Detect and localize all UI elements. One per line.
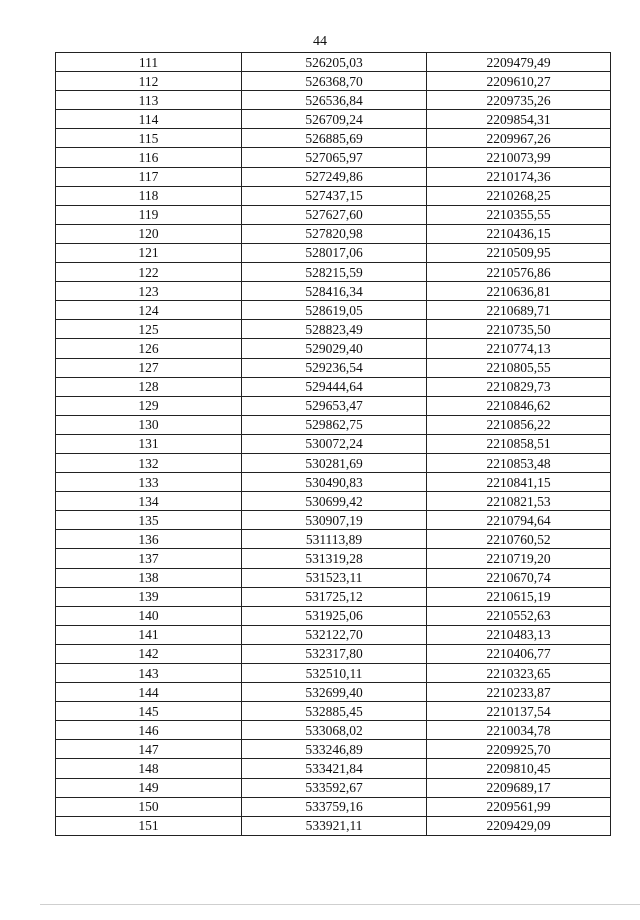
x-coordinate-cell: 527249,86 bbox=[242, 167, 427, 186]
coordinates-table-body bbox=[56, 53, 611, 836]
table-row bbox=[56, 587, 611, 606]
table-row bbox=[56, 644, 611, 663]
point-number-cell: 125 bbox=[56, 320, 242, 339]
point-number-cell: 115 bbox=[56, 129, 242, 148]
table-row bbox=[56, 377, 611, 396]
table-row bbox=[56, 778, 611, 797]
table-row bbox=[56, 434, 611, 453]
x-coordinate-cell: 526205,03 bbox=[242, 53, 427, 72]
table-row bbox=[56, 301, 611, 320]
x-coordinate-cell: 531725,12 bbox=[242, 587, 427, 606]
y-coordinate-cell: 2210853,48 bbox=[427, 453, 611, 472]
point-number-cell: 126 bbox=[56, 339, 242, 358]
x-coordinate-cell: 533759,16 bbox=[242, 797, 427, 816]
point-number-cell: 133 bbox=[56, 473, 242, 492]
x-coordinate-cell: 531113,89 bbox=[242, 530, 427, 549]
y-coordinate-cell: 2209689,17 bbox=[427, 778, 611, 797]
x-coordinate-cell: 527820,98 bbox=[242, 224, 427, 243]
page-bottom-edge bbox=[40, 904, 640, 905]
point-number-cell: 147 bbox=[56, 740, 242, 759]
y-coordinate-cell: 2210615,19 bbox=[427, 587, 611, 606]
x-coordinate-cell: 532317,80 bbox=[242, 644, 427, 663]
x-coordinate-cell: 527627,60 bbox=[242, 205, 427, 224]
y-coordinate-cell: 2210821,53 bbox=[427, 492, 611, 511]
x-coordinate-cell: 529236,54 bbox=[242, 358, 427, 377]
x-coordinate-cell: 526368,70 bbox=[242, 72, 427, 91]
y-coordinate-cell: 2210735,50 bbox=[427, 320, 611, 339]
x-coordinate-cell: 533592,67 bbox=[242, 778, 427, 797]
x-coordinate-cell: 529862,75 bbox=[242, 415, 427, 434]
point-number-cell: 118 bbox=[56, 186, 242, 205]
point-number-cell: 121 bbox=[56, 243, 242, 262]
point-number-cell: 127 bbox=[56, 358, 242, 377]
x-coordinate-cell: 528215,59 bbox=[242, 263, 427, 282]
point-number-cell: 145 bbox=[56, 702, 242, 721]
point-number-cell: 146 bbox=[56, 721, 242, 740]
table-row bbox=[56, 453, 611, 472]
table-row bbox=[56, 263, 611, 282]
point-number-cell: 114 bbox=[56, 110, 242, 129]
table-row bbox=[56, 664, 611, 683]
point-number-cell: 139 bbox=[56, 587, 242, 606]
y-coordinate-cell: 2209479,49 bbox=[427, 53, 611, 72]
y-coordinate-cell: 2209610,27 bbox=[427, 72, 611, 91]
point-number-cell: 122 bbox=[56, 263, 242, 282]
y-coordinate-cell: 2210636,81 bbox=[427, 282, 611, 301]
table-row bbox=[56, 759, 611, 778]
y-coordinate-cell: 2210552,63 bbox=[427, 606, 611, 625]
table-row bbox=[56, 339, 611, 358]
point-number-cell: 128 bbox=[56, 377, 242, 396]
x-coordinate-cell: 529029,40 bbox=[242, 339, 427, 358]
y-coordinate-cell: 2210760,52 bbox=[427, 530, 611, 549]
x-coordinate-cell: 530907,19 bbox=[242, 511, 427, 530]
x-coordinate-cell: 533246,89 bbox=[242, 740, 427, 759]
x-coordinate-cell: 530490,83 bbox=[242, 473, 427, 492]
point-number-cell: 150 bbox=[56, 797, 242, 816]
y-coordinate-cell: 2210841,15 bbox=[427, 473, 611, 492]
table-row bbox=[56, 358, 611, 377]
x-coordinate-cell: 533921,11 bbox=[242, 816, 427, 835]
table-row bbox=[56, 224, 611, 243]
y-coordinate-cell: 2210670,74 bbox=[427, 568, 611, 587]
x-coordinate-cell: 526885,69 bbox=[242, 129, 427, 148]
x-coordinate-cell: 532510,11 bbox=[242, 664, 427, 683]
table-row bbox=[56, 282, 611, 301]
table-row bbox=[56, 683, 611, 702]
x-coordinate-cell: 530281,69 bbox=[242, 453, 427, 472]
y-coordinate-cell: 2209735,26 bbox=[427, 91, 611, 110]
point-number-cell: 129 bbox=[56, 396, 242, 415]
y-coordinate-cell: 2210233,87 bbox=[427, 683, 611, 702]
y-coordinate-cell: 2210436,15 bbox=[427, 224, 611, 243]
x-coordinate-cell: 531925,06 bbox=[242, 606, 427, 625]
point-number-cell: 120 bbox=[56, 224, 242, 243]
table-row bbox=[56, 110, 611, 129]
table-row bbox=[56, 167, 611, 186]
table-row bbox=[56, 91, 611, 110]
y-coordinate-cell: 2210846,62 bbox=[427, 396, 611, 415]
y-coordinate-cell: 2210856,22 bbox=[427, 415, 611, 434]
y-coordinate-cell: 2210406,77 bbox=[427, 644, 611, 663]
y-coordinate-cell: 2210829,73 bbox=[427, 377, 611, 396]
point-number-cell: 132 bbox=[56, 453, 242, 472]
point-number-cell: 130 bbox=[56, 415, 242, 434]
x-coordinate-cell: 531523,11 bbox=[242, 568, 427, 587]
x-coordinate-cell: 532122,70 bbox=[242, 625, 427, 644]
y-coordinate-cell: 2210719,20 bbox=[427, 549, 611, 568]
point-number-cell: 131 bbox=[56, 434, 242, 453]
x-coordinate-cell: 531319,28 bbox=[242, 549, 427, 568]
table-row bbox=[56, 702, 611, 721]
table-row bbox=[56, 740, 611, 759]
point-number-cell: 149 bbox=[56, 778, 242, 797]
point-number-cell: 142 bbox=[56, 644, 242, 663]
x-coordinate-cell: 533068,02 bbox=[242, 721, 427, 740]
point-number-cell: 135 bbox=[56, 511, 242, 530]
x-coordinate-cell: 532699,40 bbox=[242, 683, 427, 702]
coordinates-table bbox=[55, 52, 611, 836]
table-row bbox=[56, 511, 611, 530]
table-row bbox=[56, 568, 611, 587]
x-coordinate-cell: 530072,24 bbox=[242, 434, 427, 453]
table-row bbox=[56, 797, 611, 816]
point-number-cell: 138 bbox=[56, 568, 242, 587]
x-coordinate-cell: 528823,49 bbox=[242, 320, 427, 339]
point-number-cell: 119 bbox=[56, 205, 242, 224]
y-coordinate-cell: 2210483,13 bbox=[427, 625, 611, 644]
y-coordinate-cell: 2210805,55 bbox=[427, 358, 611, 377]
point-number-cell: 136 bbox=[56, 530, 242, 549]
y-coordinate-cell: 2210073,99 bbox=[427, 148, 611, 167]
x-coordinate-cell: 527065,97 bbox=[242, 148, 427, 167]
table-row bbox=[56, 549, 611, 568]
x-coordinate-cell: 526536,84 bbox=[242, 91, 427, 110]
y-coordinate-cell: 2209429,09 bbox=[427, 816, 611, 835]
point-number-cell: 123 bbox=[56, 282, 242, 301]
point-number-cell: 143 bbox=[56, 664, 242, 683]
x-coordinate-cell: 533421,84 bbox=[242, 759, 427, 778]
x-coordinate-cell: 532885,45 bbox=[242, 702, 427, 721]
y-coordinate-cell: 2210034,78 bbox=[427, 721, 611, 740]
table-row bbox=[56, 148, 611, 167]
point-number-cell: 124 bbox=[56, 301, 242, 320]
table-row bbox=[56, 492, 611, 511]
y-coordinate-cell: 2210174,36 bbox=[427, 167, 611, 186]
y-coordinate-cell: 2210858,51 bbox=[427, 434, 611, 453]
y-coordinate-cell: 2210355,55 bbox=[427, 205, 611, 224]
table-row bbox=[56, 396, 611, 415]
point-number-cell: 144 bbox=[56, 683, 242, 702]
table-row bbox=[56, 53, 611, 72]
y-coordinate-cell: 2209967,26 bbox=[427, 129, 611, 148]
page-number: 44 bbox=[313, 34, 327, 49]
x-coordinate-cell: 530699,42 bbox=[242, 492, 427, 511]
table-row bbox=[56, 243, 611, 262]
table-row bbox=[56, 320, 611, 339]
x-coordinate-cell: 527437,15 bbox=[242, 186, 427, 205]
x-coordinate-cell: 528619,05 bbox=[242, 301, 427, 320]
table-row bbox=[56, 625, 611, 644]
table-row bbox=[56, 530, 611, 549]
x-coordinate-cell: 529653,47 bbox=[242, 396, 427, 415]
y-coordinate-cell: 2209854,31 bbox=[427, 110, 611, 129]
point-number-cell: 141 bbox=[56, 625, 242, 644]
point-number-cell: 112 bbox=[56, 72, 242, 91]
table-row bbox=[56, 415, 611, 434]
point-number-cell: 140 bbox=[56, 606, 242, 625]
y-coordinate-cell: 2210268,25 bbox=[427, 186, 611, 205]
point-number-cell: 116 bbox=[56, 148, 242, 167]
point-number-cell: 113 bbox=[56, 91, 242, 110]
y-coordinate-cell: 2209561,99 bbox=[427, 797, 611, 816]
y-coordinate-cell: 2210689,71 bbox=[427, 301, 611, 320]
x-coordinate-cell: 528416,34 bbox=[242, 282, 427, 301]
y-coordinate-cell: 2210774,13 bbox=[427, 339, 611, 358]
table-row bbox=[56, 721, 611, 740]
point-number-cell: 137 bbox=[56, 549, 242, 568]
y-coordinate-cell: 2210137,54 bbox=[427, 702, 611, 721]
point-number-cell: 148 bbox=[56, 759, 242, 778]
y-coordinate-cell: 2210576,86 bbox=[427, 263, 611, 282]
y-coordinate-cell: 2210509,95 bbox=[427, 243, 611, 262]
y-coordinate-cell: 2210323,65 bbox=[427, 664, 611, 683]
y-coordinate-cell: 2210794,64 bbox=[427, 511, 611, 530]
y-coordinate-cell: 2209810,45 bbox=[427, 759, 611, 778]
point-number-cell: 117 bbox=[56, 167, 242, 186]
y-coordinate-cell: 2209925,70 bbox=[427, 740, 611, 759]
x-coordinate-cell: 529444,64 bbox=[242, 377, 427, 396]
point-number-cell: 151 bbox=[56, 816, 242, 835]
table-row bbox=[56, 816, 611, 835]
table-row bbox=[56, 129, 611, 148]
x-coordinate-cell: 526709,24 bbox=[242, 110, 427, 129]
x-coordinate-cell: 528017,06 bbox=[242, 243, 427, 262]
table-row bbox=[56, 186, 611, 205]
table-row bbox=[56, 473, 611, 492]
table-row bbox=[56, 606, 611, 625]
table-row bbox=[56, 72, 611, 91]
point-number-cell: 111 bbox=[56, 53, 242, 72]
table-row bbox=[56, 205, 611, 224]
point-number-cell: 134 bbox=[56, 492, 242, 511]
